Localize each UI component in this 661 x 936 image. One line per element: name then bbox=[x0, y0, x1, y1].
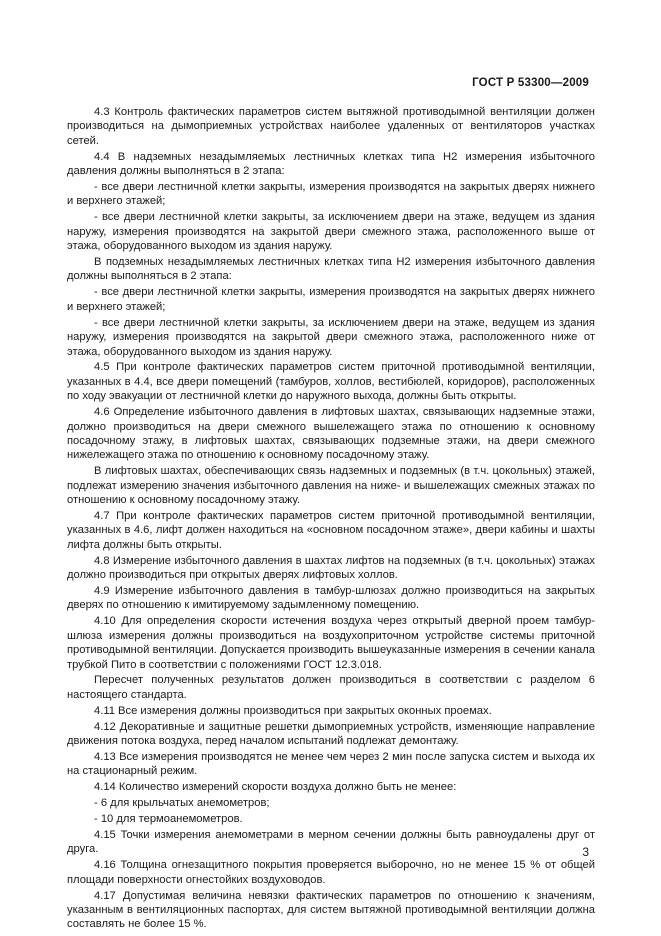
paragraph-4-14: 4.14 Количество измерений скорости воздуха должно быть не менее: bbox=[94, 781, 457, 794]
list-item: - все двери лестничной клетки закрыты, за исключением двери на этаже, ведущем из здания наружу, измерения производятся на закрытой двери смежного этажа, расположенного ниже от этажа, оборудованного выходом из здания наружу. bbox=[67, 316, 595, 358]
paragraph-4-12: 4.12 Декоративные и защитные решетки дымоприемных устройств, изменяющие направление движения потока воздуха, перед началом испытаний подлежат демонтажу. bbox=[67, 720, 595, 748]
paragraph-4-6: 4.6 Определение избыточного давления в лифтовых шахтах, связывающих надземные этажи, должно производиться на двери смежного вышележащего этажа по отношению к основному посадочному этажу, в лифтовых шахтах, связывающих подземные этажи, на двери смежного нижележащего этажа по отношению к основному посадочному этажу. bbox=[67, 406, 595, 462]
paragraph-4-11: 4.11 Все измерения должны производиться при закрытых оконных проемах. bbox=[94, 704, 492, 717]
paragraph-4-9: 4.9 Измерение избыточного давления в тамбур-шлюзах должно производиться на закрытых дверях по отношению к имитируемому задымленному помещению. bbox=[67, 585, 595, 612]
paragraph-underground: В подземных незадымляемых лестничных клетках типа Н2 измерения избыточного давления должны выполняться в 2 этапа: bbox=[67, 256, 595, 283]
paragraph-4-10: 4.10 Для определения скорости истечения воздуха через открытый дверной проем тамбур-шлюза измерения должны производиться на воздухоприточном устройстве системы приточной противодымной вентиляции. Допускается производить вышеуказанные измерения в сечении канала трубкой Пито в соответствии с положениями ГОСТ 12.3.018. bbox=[67, 615, 595, 671]
list-item: - 6 для крыльчатых анемометров; bbox=[94, 797, 270, 810]
list-item: - 10 для термоанемометров. bbox=[94, 813, 243, 826]
paragraph-4-15: 4.15 Точки измерения анемометрами в мерном сечении должны быть равноудалены друг от друга. bbox=[67, 829, 595, 856]
list-item: - все двери лестничной клетки закрыты, измерения производятся на закрытых дверях нижнего и верхнего этажей; bbox=[67, 286, 595, 313]
paragraph-4-3: 4.3 Контроль фактических параметров систем вытяжной противодымной вентиляции должен производиться на дымоприемных устройствах наиболее удаленных от вентиляторов участках сетей. bbox=[67, 106, 595, 147]
document-header: ГОСТ Р 53300—2009 bbox=[472, 77, 589, 89]
paragraph-4-16: 4.16 Толщина огнезащитного покрытия проверяется выборочно, но не менее 15 % от общей площади поверхности огнестойких воздуховодов. bbox=[67, 859, 595, 886]
paragraph-lift-shafts: В лифтовых шахтах, обеспечивающих связь надземных и подземных (в т.ч. цокольных) этажей, подлежат измерению значения избыточного давления на ниже- и вышележащих смежных этажах по отношению к основному посадочному этажу. bbox=[67, 465, 595, 507]
document-body bbox=[67, 105, 595, 933]
paragraph-4-17: 4.17 Допустимая величина невязки фактических параметров по отношению к значениям, указанным в вентиляционных паспортах, для систем вытяжной противодымной вентиляции должна составлять не более 15 %. bbox=[67, 889, 595, 931]
page-number: 3 bbox=[582, 845, 589, 859]
list-item: - все двери лестничной клетки закрыты, измерения производятся на закрытых дверях нижнего и верхнего этажей; bbox=[67, 181, 595, 208]
paragraph-recalc: Пересчет полученных результатов должен производиться в соответствии с разделом 6 настоящего стандарта. bbox=[67, 674, 595, 701]
paragraph-4-7: 4.7 При контроле фактических параметров систем приточной противодымной вентиляции, указанных в 4.6, лифт должен находиться на «основном посадочном этаже», двери кабины и шахты лифта должны быть открыты. bbox=[67, 509, 595, 551]
paragraph-4-13: 4.13 Все измерения производятся не менее чем через 2 мин после запуска систем и выхода их на стационарный режим. bbox=[67, 750, 595, 778]
paragraph-4-8: 4.8 Измерение избыточного давления в шахтах лифтов на подземных (в т.ч. цокольных) этажах должно производиться при открытых дверях лифтовых холлов. bbox=[67, 554, 595, 582]
list-item: - все двери лестничной клетки закрыты, за исключением двери на этаже, ведущем из здания наружу, измерения производятся на закрытой двери смежного этажа, расположенного выше от этажа, оборудованного выходом из здания наружу. bbox=[67, 211, 595, 253]
paragraph-4-5: 4.5 При контроле фактических параметров систем приточной противодымной вентиляции, указанных в 4.4, все двери помещений (тамбуров, холлов, вестибюлей, коридоров), расположенных по ходу эвакуации от лестничной клетки до наружного выхода, должны быть открыты. bbox=[67, 361, 595, 403]
paragraph-4-4: 4.4 В надземных незадымляемых лестничных клетках типа Н2 измерения избыточного давления должны выполняться в 2 этапа: bbox=[67, 150, 595, 178]
